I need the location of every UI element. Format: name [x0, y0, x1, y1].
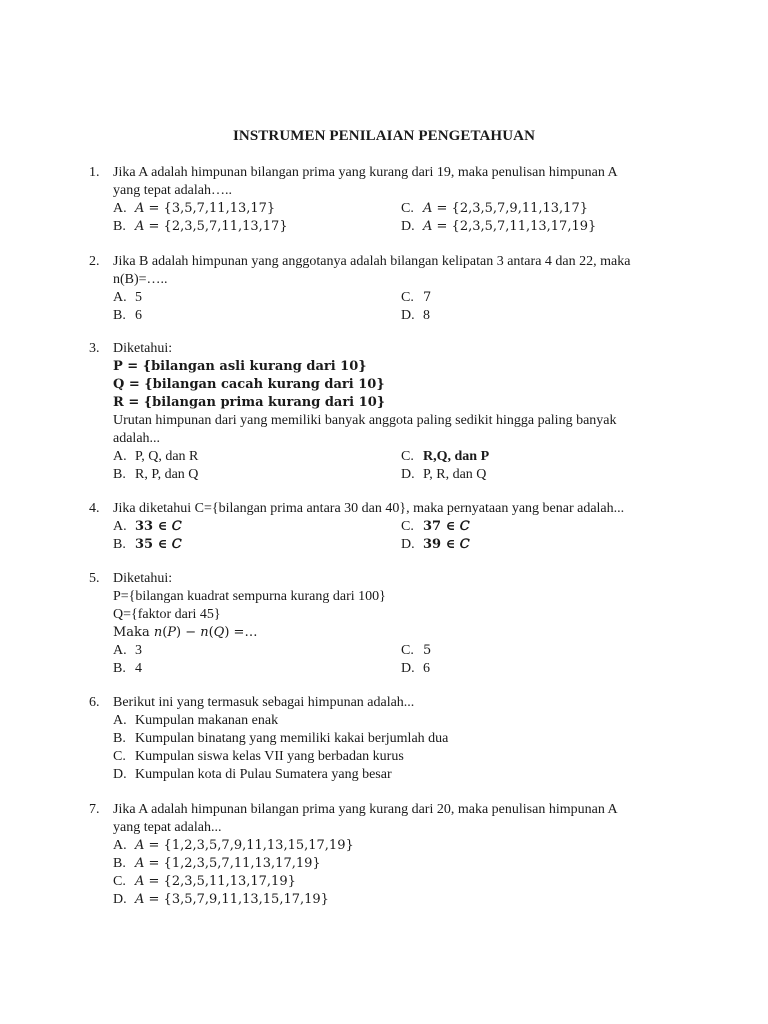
option-c: C. Kumpulan siswa kelas VII yang berbadan kurus — [113, 749, 404, 764]
question-text: n(B)=….. — [113, 272, 168, 287]
option-d: D. 6 — [401, 661, 430, 676]
option-d: D. Kumpulan kota di Pulau Sumatera yang besar — [113, 767, 392, 782]
document-title: INSTRUMEN PENILAIAN PENGETAHUAN — [232, 128, 536, 144]
set-q: Q = {bilangan cacah kurang dari 10} — [113, 377, 385, 392]
set-p: P={bilangan kuadrat sempurna kurang dari 100} — [113, 589, 386, 604]
option-d: D. 𝐴 = {2,3,5,7,11,13,17,19} — [401, 219, 597, 234]
option-c: C. 37 ∈ 𝐶 — [401, 519, 470, 534]
option-d: D. 𝐴 = {3,5,7,9,11,13,15,17,19} — [113, 892, 329, 907]
option-a: A. 𝐴 = {3,5,7,11,13,17} — [113, 201, 276, 216]
question-3 — [89, 340, 689, 484]
question-text: Jika A adalah himpunan bilangan prima yang kurang dari 19, maka penulisan himpunan A — [113, 165, 618, 180]
question-text: Urutan himpunan dari yang memiliki banyak anggota paling sedikit hingga paling banyak — [113, 413, 617, 428]
option-c: C. 7 — [401, 290, 432, 305]
option-d: D. P, R, dan Q — [401, 467, 487, 482]
question-6 — [89, 694, 689, 784]
option-d: D. 8 — [401, 308, 430, 323]
question-text: yang tepat adalah….. — [113, 183, 232, 198]
question-text: Jika diketahui C={bilangan prima antara 30 dan 40}, maka pernyataan yang benar adalah... — [113, 501, 625, 516]
option-a: A. Kumpulan makanan enak — [113, 713, 279, 728]
question-7 — [89, 801, 689, 909]
option-a: A. 𝐴 = {1,2,3,5,7,9,11,13,15,17,19} — [113, 838, 354, 853]
option-b: B. 35 ∈ 𝐶 — [113, 537, 182, 552]
option-c: C. 𝐴 = {2,3,5,7,9,11,13,17} — [401, 201, 588, 216]
question-5 — [89, 570, 689, 678]
question-number: 4. — [89, 501, 100, 516]
question-2 — [89, 253, 689, 325]
question-text: Diketahui: — [113, 571, 173, 586]
question-text: Maka 𝑛(𝑃) − 𝑛(𝑄) =… — [113, 625, 258, 640]
question-text: Diketahui: — [113, 341, 173, 356]
question-number: 7. — [89, 802, 100, 817]
question-number: 1. — [89, 165, 100, 180]
option-c: C. 5 — [401, 643, 432, 658]
question-text: Berikut ini yang termasuk sebagai himpunan adalah... — [113, 695, 415, 710]
question-4 — [89, 500, 689, 554]
option-a: A. 5 — [113, 290, 142, 305]
option-b: B. 𝐴 = {1,2,3,5,7,11,13,17,19} — [113, 856, 321, 871]
option-b: B. 4 — [113, 661, 142, 676]
option-d: D. 39 ∈ 𝐶 — [401, 537, 470, 552]
question-1 — [89, 164, 689, 236]
option-b: B. R, P, dan Q — [113, 467, 199, 482]
question-number: 6. — [89, 695, 100, 710]
option-c: C. 𝐴 = {2,3,5,11,13,17,19} — [113, 874, 296, 889]
option-b: B. Kumpulan binatang yang memiliki kakai berjumlah dua — [113, 731, 449, 746]
option-a: A. 33 ∈ 𝐶 — [113, 519, 182, 534]
question-number: 5. — [89, 571, 100, 586]
question-text: Jika B adalah himpunan yang anggotanya adalah bilangan kelipatan 3 antara 4 dan 22, maka — [113, 254, 631, 269]
question-text: Jika A adalah himpunan bilangan prima yang kurang dari 20, maka penulisan himpunan A — [113, 802, 618, 817]
option-b: B. 𝐴 = {2,3,5,7,11,13,17} — [113, 219, 288, 234]
set-p: P = {bilangan asli kurang dari 10} — [113, 359, 367, 374]
option-c: C. R,Q, dan P — [401, 449, 490, 464]
option-a: A. 3 — [113, 643, 142, 658]
question-text: adalah... — [113, 431, 161, 446]
question-text: yang tepat adalah... — [113, 820, 222, 835]
option-a: A. P, Q, dan R — [113, 449, 199, 464]
option-b: B. 6 — [113, 308, 142, 323]
question-number: 3. — [89, 341, 100, 356]
question-number: 2. — [89, 254, 100, 269]
set-r: R = {bilangan prima kurang dari 10} — [113, 395, 386, 410]
set-q: Q={faktor dari 45} — [113, 607, 221, 622]
